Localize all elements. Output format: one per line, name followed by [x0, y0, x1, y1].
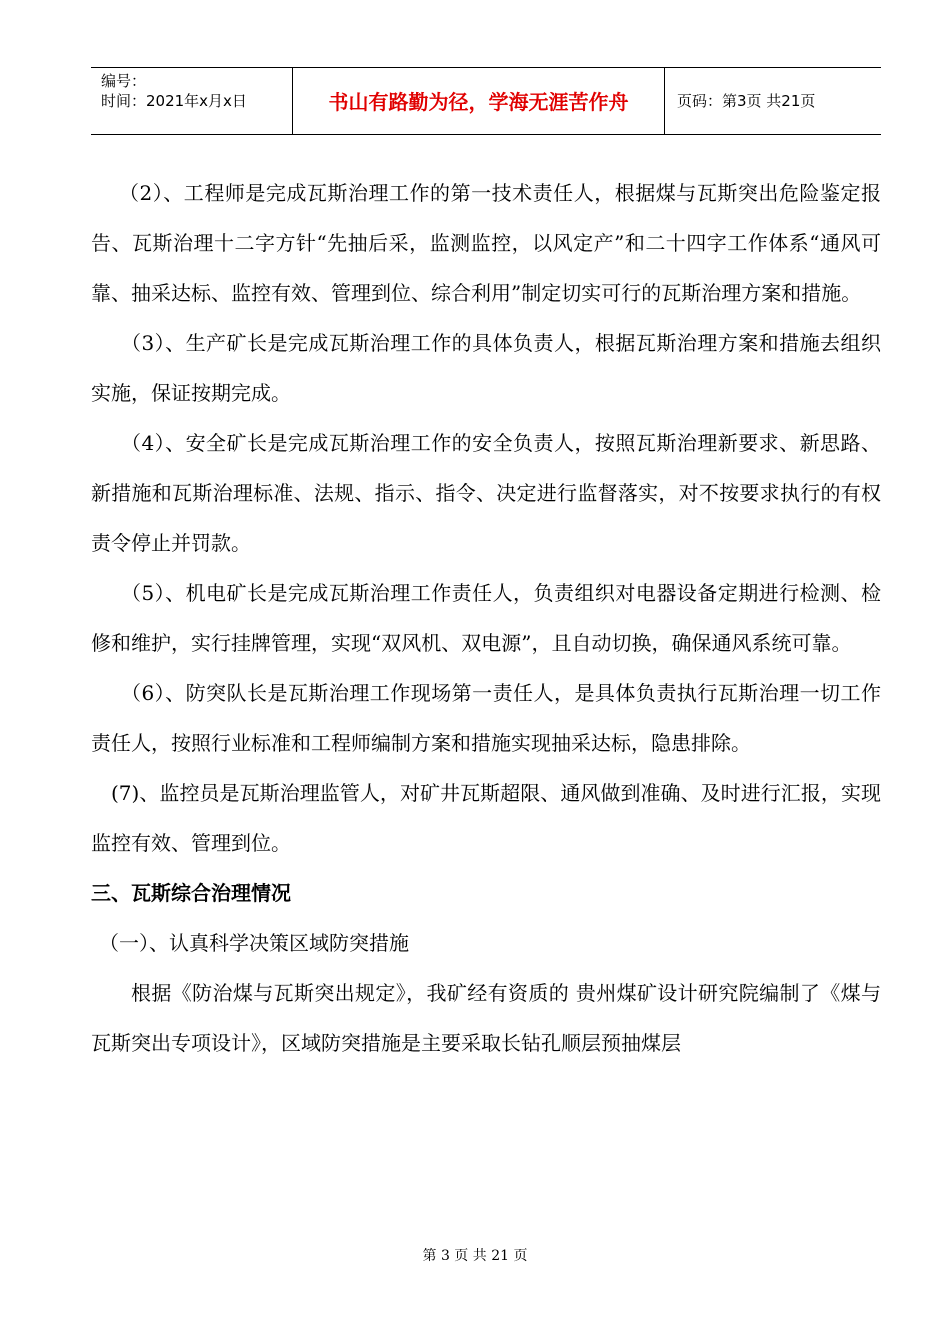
paragraph-production-manager: （3）、生产矿长是完成瓦斯治理工作的具体负责人，根据瓦斯治理方案和措施去组织实施，保证按期完成。	[91, 331, 881, 405]
header-motto: 书山有路勤为径，学海无涯苦作舟	[293, 68, 665, 134]
paragraph-monitor: (7)、监控员是瓦斯治理监管人，对矿井瓦斯超限、通风做到准确、及时进行汇报，实现监控有效、管理到位。	[91, 781, 881, 855]
paragraph-engineer: （2）、工程师是完成瓦斯治理工作的第一技术责任人，根据煤与瓦斯突出危险鉴定报告、瓦斯治理十二字方针“先抽后采，监测监控，以风定产”和二十四字工作体系“通风可靠、抽采达标、监控有效、管理到位、综合利用”制定切实可行的瓦斯治理方案和措施。	[91, 181, 881, 305]
header-meta-cell	[91, 68, 293, 134]
document-number-label: 编号：	[101, 72, 147, 90]
header-page-info: 页码：第3页 共21页	[677, 91, 816, 110]
paragraph-electromechanical-manager: （5）、机电矿长是完成瓦斯治理工作责任人，负责组织对电器设备定期进行检测、检修和维护，实行挂牌管理，实现“双风机、双电源”，且自动切换，确保通风系统可靠。	[91, 581, 881, 655]
page-footer: 第 3 页 共 21 页	[422, 1248, 528, 1264]
section-heading: 三、瓦斯综合治理情况	[91, 881, 291, 905]
document-body	[91, 168, 881, 1068]
paragraph-regional-measures: 根据《防治煤与瓦斯突出规定》，我矿经有资质的 贵州煤矿设计研究院编制了《煤与瓦斯突出专项设计》，区域防突措施是主要采取长钻孔顺层预抽煤层	[91, 981, 881, 1055]
document-header	[91, 67, 881, 135]
subsection-heading: （一）、认真科学决策区域防突措施	[99, 931, 409, 955]
document-time-label: 时间：2021年x月x日	[101, 92, 247, 110]
paragraph-safety-manager: （4）、安全矿长是完成瓦斯治理工作的安全负责人，按照瓦斯治理新要求、新思路、新措施和瓦斯治理标准、法规、指示、指令、决定进行监督落实，对不按要求执行的有权责令停止并罚款。	[91, 431, 881, 555]
paragraph-outburst-team-leader: （6）、防突队长是瓦斯治理工作现场第一责任人，是具体负责执行瓦斯治理一切工作责任人，按照行业标准和工程师编制方案和措施实现抽采达标，隐患排除。	[91, 681, 881, 755]
